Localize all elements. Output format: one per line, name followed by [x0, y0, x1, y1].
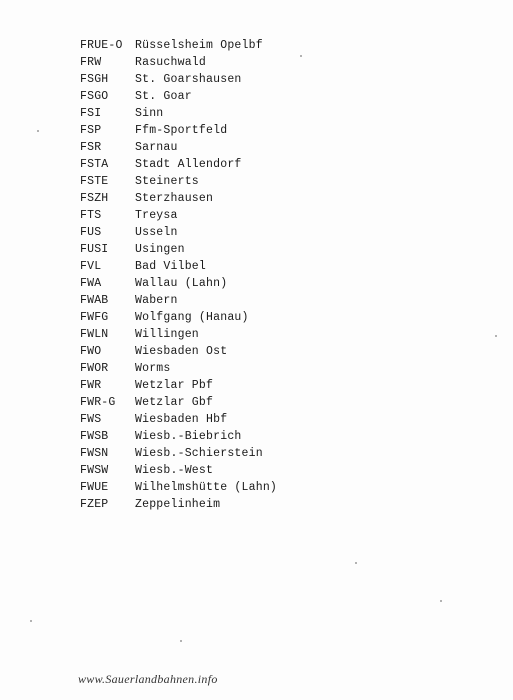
station-code: FRW — [80, 56, 102, 69]
scan-speck — [30, 620, 32, 622]
list-item — [80, 71, 277, 88]
scan-speck — [37, 130, 39, 132]
station-code: FWSW — [80, 464, 109, 477]
station-code: FWSB — [80, 430, 109, 443]
station-code: FSTE — [80, 175, 109, 188]
station-code: FSR — [80, 141, 102, 154]
list-item — [80, 309, 277, 326]
station-code: FZEP — [80, 498, 109, 511]
station-code: FWR — [80, 379, 102, 392]
footer-watermark: www.Sauerlandbahnen.info — [78, 672, 218, 686]
station-name: Treysa — [135, 209, 178, 222]
list-item — [80, 173, 277, 190]
list-item — [80, 445, 277, 462]
station-code-list — [80, 37, 277, 513]
list-item — [80, 207, 277, 224]
station-name: Wallau (Lahn) — [135, 277, 228, 290]
list-item — [80, 241, 277, 258]
list-item — [80, 258, 277, 275]
station-name: Ffm-Sportfeld — [135, 124, 228, 137]
station-code: FRUE-O — [80, 39, 123, 52]
station-code: FWUE — [80, 481, 109, 494]
station-name: St. Goar — [135, 90, 192, 103]
station-name: Zeppelinheim — [135, 498, 221, 511]
station-name: Wabern — [135, 294, 178, 307]
station-code: FSTA — [80, 158, 109, 171]
station-code: FWSN — [80, 447, 109, 460]
station-name: Wetzlar Gbf — [135, 396, 214, 409]
list-item — [80, 411, 277, 428]
station-code: FSP — [80, 124, 102, 137]
station-code: FWO — [80, 345, 102, 358]
station-name: Wiesb.-West — [135, 464, 214, 477]
scan-speck — [440, 600, 442, 602]
list-item — [80, 224, 277, 241]
list-item — [80, 496, 277, 513]
station-name: Bad Vilbel — [135, 260, 207, 273]
station-name: Wiesbaden Hbf — [135, 413, 228, 426]
list-item — [80, 428, 277, 445]
station-code: FSI — [80, 107, 102, 120]
station-code: FUS — [80, 226, 102, 239]
list-item — [80, 88, 277, 105]
station-name: Wiesbaden Ost — [135, 345, 228, 358]
list-item — [80, 462, 277, 479]
list-item — [80, 54, 277, 71]
station-code: FVL — [80, 260, 102, 273]
station-name: Stadt Allendorf — [135, 158, 242, 171]
station-name: Wiesb.-Biebrich — [135, 430, 242, 443]
station-code: FWOR — [80, 362, 109, 375]
station-name: Usseln — [135, 226, 178, 239]
station-name: Wetzlar Pbf — [135, 379, 214, 392]
scan-speck — [495, 335, 497, 337]
list-item — [80, 326, 277, 343]
list-item — [80, 479, 277, 496]
station-code: FSGO — [80, 90, 109, 103]
station-name: Worms — [135, 362, 171, 375]
list-item — [80, 360, 277, 377]
list-item — [80, 275, 277, 292]
list-item — [80, 139, 277, 156]
station-name: Usingen — [135, 243, 185, 256]
list-item — [80, 377, 277, 394]
station-code: FWA — [80, 277, 102, 290]
station-name: Willingen — [135, 328, 199, 341]
scan-speck — [355, 562, 357, 564]
station-name: Sinn — [135, 107, 164, 120]
list-item — [80, 292, 277, 309]
station-code: FTS — [80, 209, 102, 222]
station-name: Wiesb.-Schierstein — [135, 447, 263, 460]
list-item — [80, 343, 277, 360]
list-item — [80, 394, 277, 411]
station-code: FWR-G — [80, 396, 116, 409]
scan-speck — [180, 640, 182, 642]
station-code: FWFG — [80, 311, 109, 324]
station-name: Wilhelmshütte (Lahn) — [135, 481, 278, 494]
station-code: FWLN — [80, 328, 109, 341]
station-name: Rasuchwald — [135, 56, 207, 69]
station-name: Sterzhausen — [135, 192, 214, 205]
station-code: FSGH — [80, 73, 109, 86]
station-name: Sarnau — [135, 141, 178, 154]
station-name: Rüsselsheim Opelbf — [135, 39, 263, 52]
station-name: Wolfgang (Hanau) — [135, 311, 249, 324]
station-code: FSZH — [80, 192, 109, 205]
list-item — [80, 122, 277, 139]
scan-speck — [300, 55, 302, 57]
station-name: St. Goarshausen — [135, 73, 242, 86]
station-code: FWS — [80, 413, 102, 426]
list-item — [80, 37, 277, 54]
station-code: FWAB — [80, 294, 109, 307]
list-item — [80, 156, 277, 173]
station-name: Steinerts — [135, 175, 199, 188]
station-code: FUSI — [80, 243, 109, 256]
list-item — [80, 105, 277, 122]
list-item — [80, 190, 277, 207]
